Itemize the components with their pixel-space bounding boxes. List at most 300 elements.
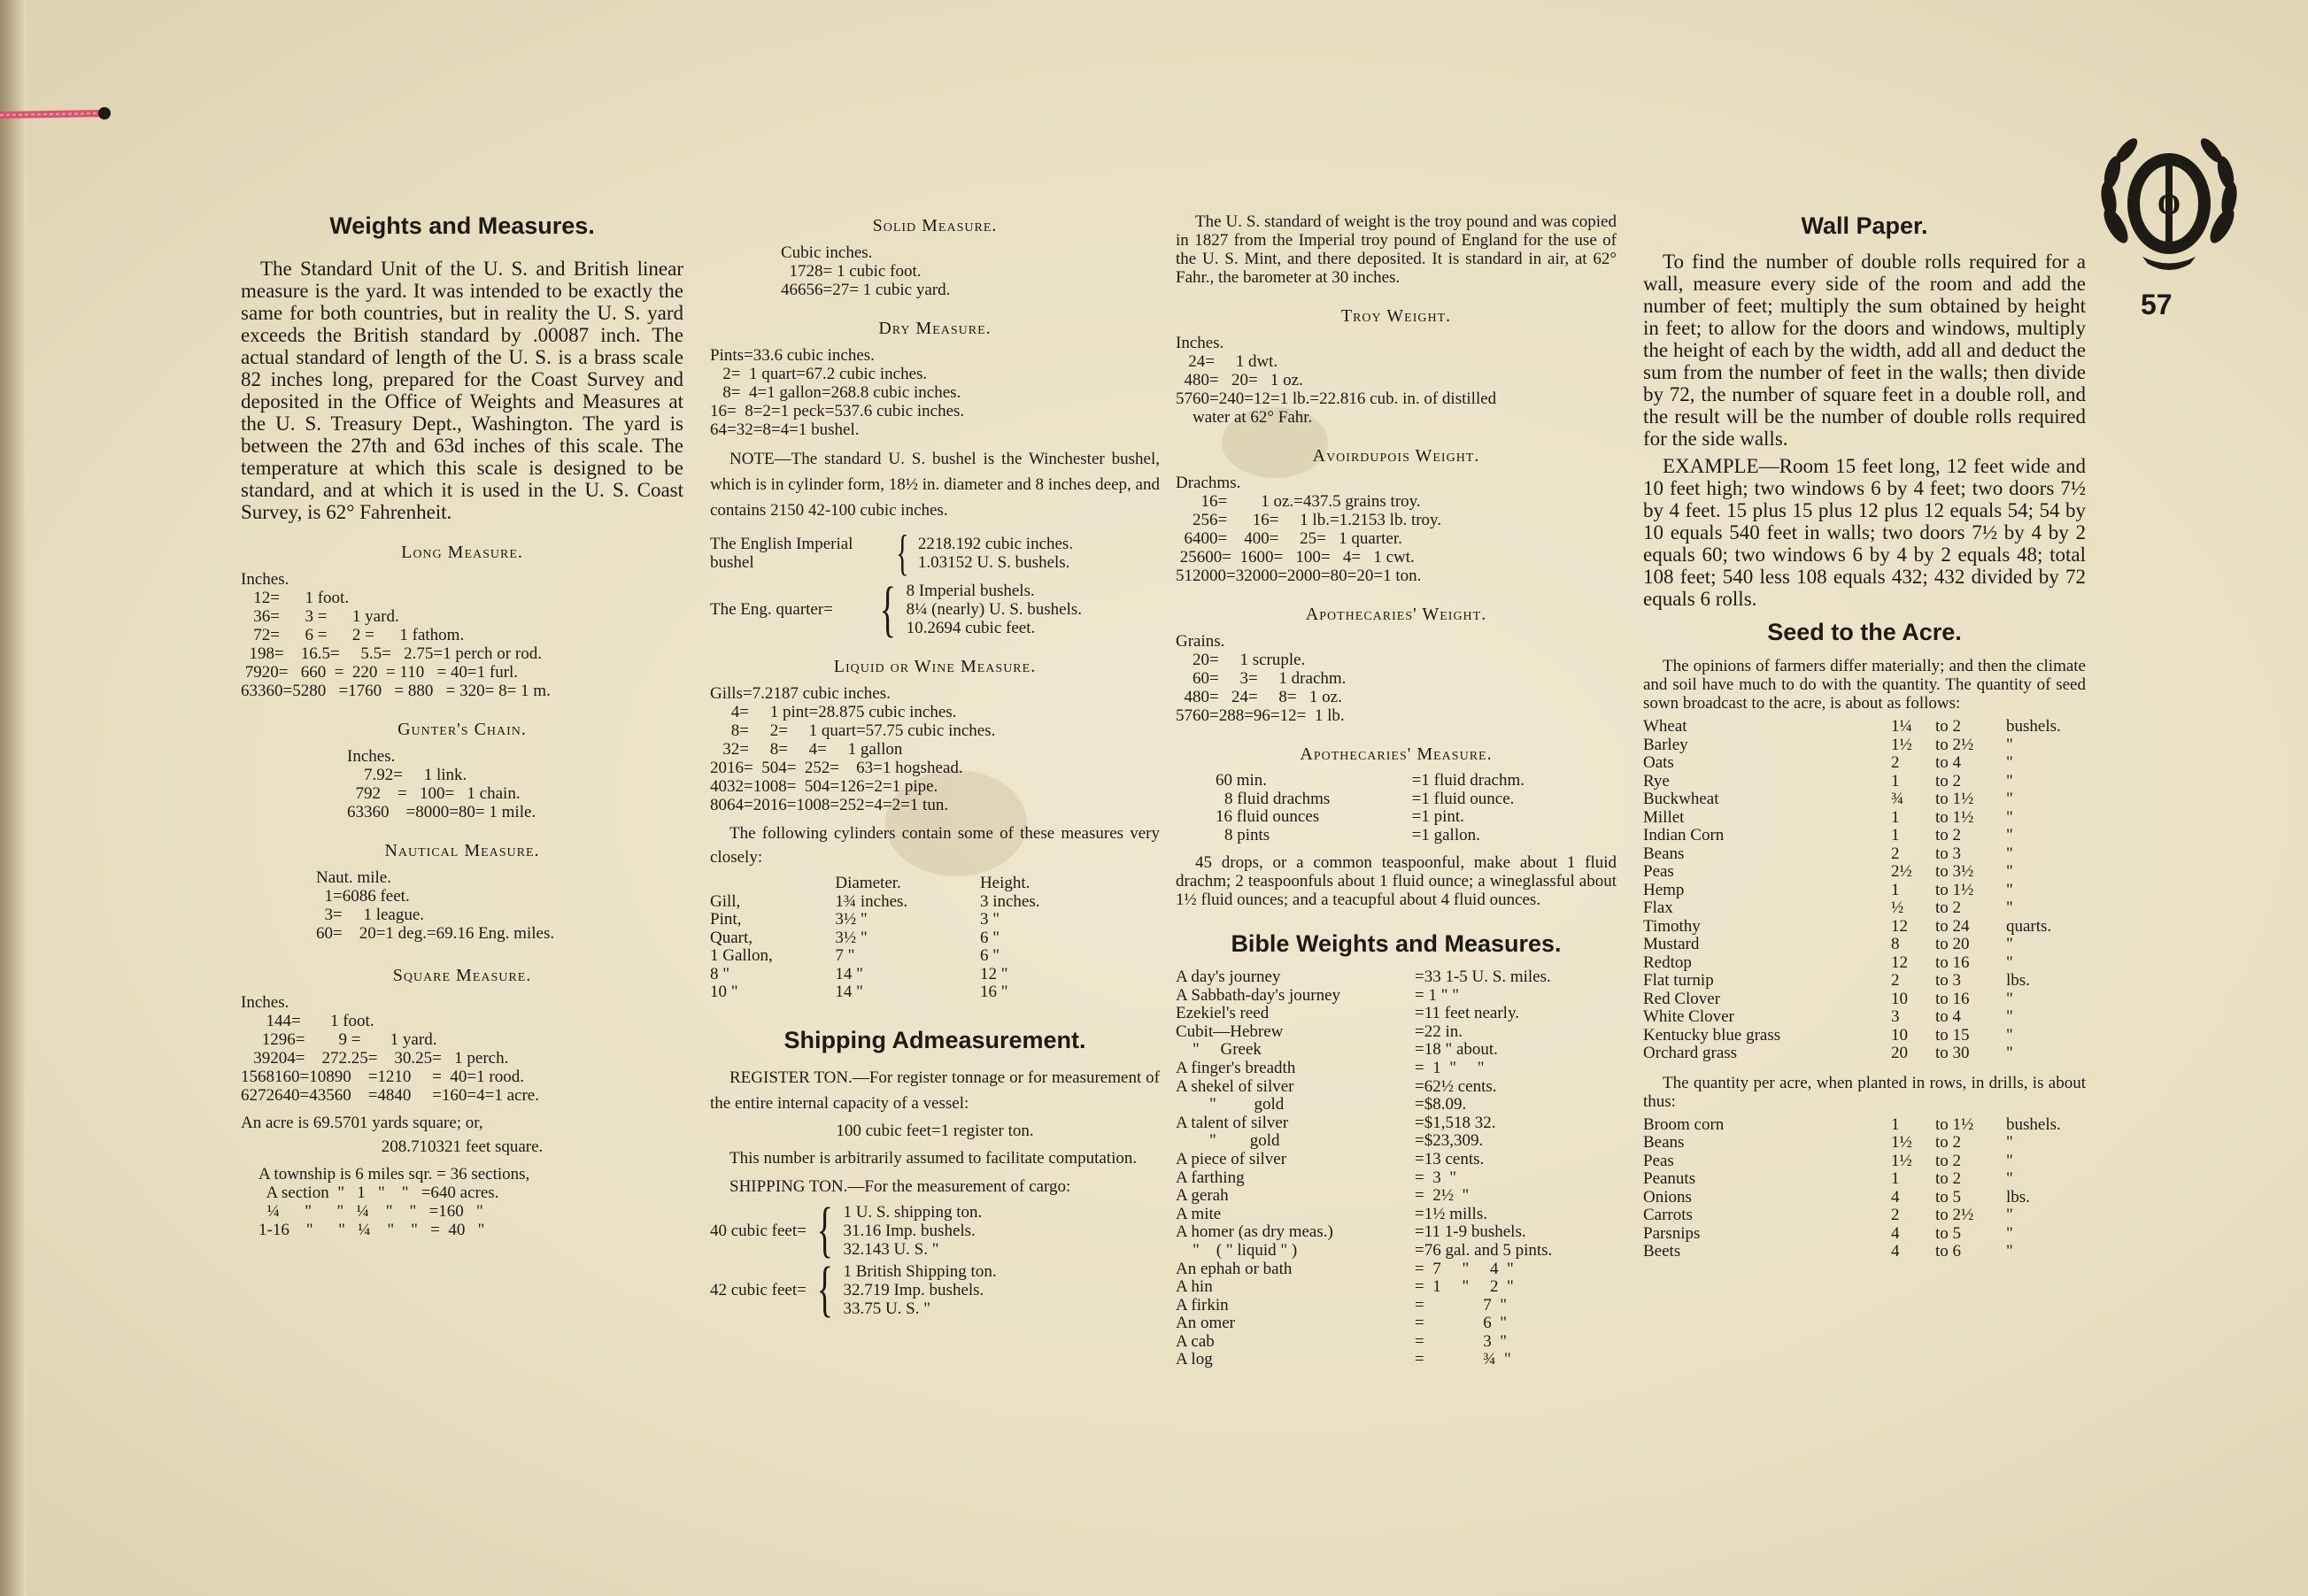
table-cell: " gold [1176, 1131, 1280, 1151]
table-line: 144= 1 foot. [241, 1012, 374, 1030]
table-cell: An ephah or bath [1176, 1259, 1293, 1278]
table-row [710, 966, 1100, 984]
table-line: 72= 6 = 2 = 1 fathom. [241, 626, 465, 644]
table-cell: A Sabbath-day's journey [1176, 985, 1341, 1005]
column-solid-dry-liquid [710, 212, 1160, 1322]
solid-measure-title: Solid Measure. [872, 216, 998, 235]
seed-title: Seed to the Acre. [1767, 619, 1962, 645]
gunters-chain-table [241, 747, 683, 821]
table-cell: 20 [1891, 1044, 1908, 1062]
table-cell: " [2006, 1169, 2013, 1188]
gunters-chain-title: Gunter's Chain. [398, 720, 527, 739]
table-cell: to 2 [1935, 717, 1962, 736]
table-cell: 3½ " [835, 928, 868, 947]
seed-broadcast-table [1643, 718, 2086, 1063]
eng-quarter-label: The Eng. quarter= [710, 600, 833, 619]
table-row [1176, 968, 1617, 987]
table-cell: Hemp [1643, 880, 1685, 899]
table-row [1643, 754, 2086, 773]
square-measure-title: Square Measure. [392, 966, 532, 985]
table-cell: 12 " [979, 964, 1008, 983]
table-cell: =$8.09. [1415, 1095, 1467, 1114]
table-row [1643, 827, 2086, 845]
table-cell: 1 [1891, 1169, 1900, 1188]
table-cell: " [2006, 1223, 2013, 1243]
table-cell: Peanuts [1643, 1169, 1696, 1188]
table-row [1176, 1078, 1617, 1097]
table-cell: 60 min. [1216, 771, 1268, 790]
long-measure-title: Long Measure. [401, 543, 523, 562]
table-cell: 1 [1891, 771, 1900, 790]
table-cell: to 2 [1935, 1169, 1962, 1188]
table-cell: lbs. [2006, 971, 2030, 990]
seed-intro: The opinions of farmers differ materially; and then the climate and soil have much to do with the quantity. The quantity of seed sown broadcast to the acre, is about as follows: [1643, 657, 2086, 713]
table-cell: to 1½ [1935, 790, 1974, 808]
table-cell: to 20 [1935, 935, 1970, 953]
standard-unit-paragraph: The Standard Unit of the U. S. and British linear measure is the yard. It was intended to be exactly the same for both countries, but in reality the U. S. yard exceeds the British standard by .00087 inch. The actual standard of length of the U. S. is a brass scale 82 inches long, prepared for the Coast Survey and deposited in the Office of Weights and Measures at the U. S. Treasury Dept., Washington. The yard is between the 27th and 63d inches of this scale. The temperature at which this scale is designed to be standard, and at which it is used in the U. S. Coast Survey, is 62° Fahrenheit. [241, 258, 683, 523]
table-line: 8064=2016=1008=252=4=2=1 tun. [710, 796, 949, 814]
table-line: A township is 6 miles sqr. = 36 sections, [259, 1165, 530, 1184]
table-cell: 8 fluid drachms [1224, 789, 1331, 808]
apothecaries-weight-title: Apothecaries' Weight. [1305, 605, 1487, 624]
table-cell: 4 [1891, 1223, 1900, 1243]
table-line: 198= 16.5= 5.5= 2.75=1 perch or rod. [241, 644, 542, 663]
table-line: 792 = 100= 1 chain. [347, 784, 521, 803]
shipping-ton-text: SHIPPING TON.—For the measurement of cargo: [729, 1176, 1071, 1196]
cylinders-table [710, 875, 1100, 1002]
acre-line-1: An acre is 69.5701 yards square; or, [241, 1114, 483, 1132]
table-line: 512000=32000=2000=80=20=1 ton. [1176, 567, 1422, 585]
table-cell: Beets [1643, 1242, 1681, 1261]
brace-line: 10.2694 cubic feet. [906, 619, 1036, 637]
table-row [1176, 1114, 1617, 1133]
table-line: 7.92= 1 link. [347, 766, 467, 784]
table-cell: 8 pints [1224, 825, 1270, 844]
table-line: 1=6086 feet. [316, 887, 410, 906]
column-wall-paper-and-seed [1643, 212, 2086, 1261]
table-line: Grains. [1176, 632, 1225, 651]
table-line: 2= 1 quart=67.2 cubic inches. [710, 365, 928, 383]
wreath-emblem-icon [2089, 115, 2249, 283]
table-cell: to 3½ [1935, 862, 1974, 881]
table-cell: Carrots [1643, 1206, 1693, 1224]
table-cell: 16 fluid ounces [1216, 807, 1320, 826]
table-row [1176, 1333, 1617, 1352]
seed-rows-intro: The quantity per acre, when planted in rows, in drills, is about thus: [1643, 1073, 2086, 1111]
table-row [1643, 918, 2086, 937]
table-cell: 16 " [979, 983, 1008, 1001]
table-row [1643, 718, 2086, 736]
table-cell: A homer (as dry meas.) [1176, 1222, 1333, 1242]
acre-line-2: 208.710321 feet square. [381, 1137, 544, 1156]
table-cell: Beans [1643, 1133, 1685, 1152]
table-cell: 12 [1891, 916, 1908, 936]
table-row [1643, 1243, 2086, 1261]
table-row [1216, 790, 1605, 809]
table-cell: " [2006, 771, 2013, 790]
table-cell: = 3 " [1415, 1331, 1507, 1351]
table-cell: Broom corn [1643, 1114, 1725, 1134]
brace-line: 33.75 U. S. " [843, 1299, 930, 1318]
table-cell: bushels. [2006, 1114, 2061, 1134]
table-line: 1-16 " " ¼ " " = 40 " [259, 1221, 485, 1239]
table-cell: White Clover [1643, 1007, 1734, 1026]
brace-line: 8¼ (nearly) U. S. bushels. [906, 600, 1083, 619]
table-cell: =1 fluid drachm. [1411, 771, 1525, 790]
table-cell: A farthing [1176, 1168, 1245, 1187]
table-cell: to 3 [1935, 844, 1962, 863]
table-cell: 3½ " [835, 910, 868, 929]
table-row [1176, 1096, 1617, 1114]
table-cell: Orchard grass [1643, 1044, 1738, 1062]
table-row [1643, 790, 2086, 809]
table-cell: to 2 [1935, 1151, 1962, 1170]
table-row [710, 893, 1100, 912]
table-cell: 4 [1891, 1242, 1900, 1261]
table-cell: Millet [1643, 807, 1685, 827]
table-cell: 3 " [979, 910, 1000, 929]
table-row [710, 947, 1100, 966]
table-line: 12= 1 foot. [241, 589, 350, 607]
table-cell: " [2006, 844, 2013, 863]
table-cell: to 2 [1935, 898, 1962, 917]
table-cell: 1 [1891, 826, 1900, 844]
table-line: 32= 8= 4= 1 gallon [710, 740, 903, 759]
binding-thread [0, 104, 115, 126]
table-cell: =22 in. [1415, 1022, 1463, 1041]
table-row [1176, 1297, 1617, 1315]
table-row [1643, 899, 2086, 918]
table-cell: " [2006, 1242, 2013, 1261]
table-row [1643, 1170, 2086, 1189]
table-cell: 2 [1891, 753, 1900, 772]
table-cell: Red Clover [1643, 989, 1721, 1008]
table-line: 25600= 1600= 100= 4= 1 cwt. [1176, 548, 1415, 567]
table-cell: Peas [1643, 1151, 1674, 1170]
table-row [1643, 1189, 2086, 1207]
table-cell: lbs. [2006, 1187, 2030, 1207]
troy-weight-title: Troy Weight. [1340, 306, 1452, 326]
table-line: 63360 =8000=80= 1 mile. [347, 803, 536, 821]
table-line: 480= 20= 1 oz. [1176, 371, 1303, 389]
table-cell: " [2006, 989, 2013, 1008]
table-cell: to 6 [1935, 1242, 1962, 1261]
table-row [1176, 1242, 1617, 1261]
table-cell: Barley [1643, 735, 1688, 754]
long-measure-table [241, 570, 683, 700]
table-cell: = 7 " 4 " [1415, 1259, 1514, 1278]
table-cell: A gerah [1176, 1186, 1229, 1206]
fortytwo-cubic-feet-row [710, 1255, 1160, 1323]
table-line: 1728= 1 cubic foot. [781, 262, 922, 281]
table-row [1216, 808, 1605, 827]
brace-line: 1 U. S. shipping ton. [843, 1202, 983, 1222]
table-line: 480= 24= 8= 1 oz. [1176, 688, 1342, 706]
wall-paper-text: To find the number of double rolls required for a wall, measure every side of the room and add the number of feet; multiply the sum obtained by height in feet; to allow for the doors and windows, multiply the height of each by the width, add all and deduct the sum from the number of feet in the walls; then divide by 72, the number of square feet in a double roll, and the result will be the number of double rolls required for the side walls. [1643, 251, 2086, 450]
table-cell: to 16 [1935, 952, 1970, 972]
troy-weight-table [1176, 334, 1617, 427]
table-row [1176, 1261, 1617, 1279]
table-cell: Parsnips [1643, 1223, 1701, 1243]
table-row [1176, 1060, 1617, 1078]
table-line: Naut. mile. [316, 868, 391, 887]
table-cell: 10 [1891, 989, 1908, 1008]
table-line: 8= 2= 1 quart=57.75 cubic inches. [710, 721, 996, 740]
brace: { [816, 1196, 833, 1264]
table-cell: Flat turnip [1643, 971, 1714, 990]
brace: { [896, 526, 909, 581]
table-line: 36= 3 = 1 yard. [241, 607, 399, 626]
table-cell: to 5 [1935, 1223, 1962, 1243]
table-cell: Indian Corn [1643, 826, 1725, 844]
table-cell: " [2006, 1025, 2013, 1045]
table-cell: 1 [1891, 1114, 1900, 1134]
table-line: ¼ " " ¼ " " =160 " [259, 1202, 483, 1221]
table-cell: " [2006, 880, 2013, 899]
bible-table [1176, 968, 1617, 1369]
table-cell: = 1 " " [1415, 985, 1459, 1005]
table-cell: A piece of silver [1176, 1149, 1287, 1168]
table-line: 4032=1008= 504=126=2=1 pipe. [710, 777, 938, 796]
table-line: 6400= 400= 25= 1 quarter. [1176, 529, 1402, 548]
table-cell: A talent of silver [1176, 1113, 1289, 1132]
table-cell: 1½ [1891, 1133, 1912, 1152]
table-cell: quarts. [2006, 916, 2052, 936]
table-cell: 7 " [835, 946, 855, 965]
table-cell: = 3 " [1415, 1168, 1456, 1187]
table-row [1216, 827, 1605, 845]
table-cell: to 5 [1935, 1187, 1962, 1207]
table-cell: Ezekiel's reed [1176, 1004, 1270, 1023]
table-line: water at 62° Fahr. [1176, 408, 1313, 427]
table-cell: to 24 [1935, 916, 1970, 936]
table-line: 2016= 504= 252= 63=1 hogshead. [710, 759, 963, 777]
table-line: 60= 20=1 deg.=69.16 Eng. miles. [316, 924, 555, 943]
table-cell: Mustard [1643, 935, 1700, 953]
apothecaries-measure-title: Apothecaries' Measure. [1300, 744, 1493, 764]
table-line: 24= 1 dwt. [1176, 352, 1278, 371]
table-cell: = ¾ " [1415, 1350, 1511, 1369]
table-cell: 3 inches. [979, 891, 1040, 911]
table-line: 60= 3= 1 drachm. [1176, 669, 1347, 688]
table-row [1643, 845, 2086, 864]
table-line: 8= 4=1 gallon=268.8 cubic inches. [710, 383, 961, 402]
table-cell: 2 [1891, 971, 1900, 990]
table-cell: " [2006, 898, 2013, 917]
table-row [1643, 1225, 2086, 1244]
nautical-measure-title: Nautical Measure. [384, 841, 540, 860]
brace-line: 32.143 U. S. " [843, 1239, 939, 1259]
table-cell: A finger's breadth [1176, 1058, 1296, 1077]
brace-line: 31.16 Imp. bushels. [843, 1221, 976, 1240]
table-row [1643, 773, 2086, 791]
drops-note: 45 drops, or a common teaspoonful, make about 1 fluid drachm; 2 teaspoonfuls about 1 fluid ounce; a wineglassful about 1½ fluid ounces; and a teacupful about 4 fluid ounces. [1176, 853, 1617, 909]
table-cell: Gill, [710, 891, 741, 911]
table-row [1176, 1223, 1617, 1242]
table-cell: 1 Gallon, [710, 946, 773, 965]
table-header-row [710, 875, 1100, 893]
table-cell: Rye [1643, 771, 1670, 790]
table-cell: 14 " [835, 983, 863, 1001]
table-row [1216, 772, 1605, 790]
table-cell: = 6 " [1415, 1314, 1507, 1333]
table-cell: " [2006, 753, 2013, 772]
eng-quarter-row [710, 574, 1160, 644]
register-ton-equation: 100 cubic feet=1 register ton. [836, 1121, 1034, 1140]
table-row [1643, 936, 2086, 954]
table-cell: Beans [1643, 844, 1685, 863]
table-cell: 1 [1891, 880, 1900, 899]
brace-line: 2218.192 cubic inches. [917, 535, 1074, 553]
table-line: 16= 8=2=1 peck=537.6 cubic inches. [710, 402, 965, 420]
table-cell: 3 [1891, 1007, 1900, 1026]
bushel-note: NOTE—The standard U. S. bushel is the Winchester bushel, which is in cylinder form, 18½ in. diameter and 8 inches deep, and contains 2150 42-100 cubic inches. [710, 450, 1160, 520]
table-cell: = 7 " [1415, 1295, 1507, 1315]
table-cell: to 16 [1935, 989, 1970, 1008]
table-cell: " [2006, 1007, 2013, 1026]
table-row [1176, 1151, 1617, 1169]
table-cell: 4 [1891, 1187, 1900, 1207]
table-line: A section " 1 " " =640 acres. [259, 1184, 499, 1202]
table-cell: to 1½ [1935, 1114, 1974, 1134]
table-cell: " Greek [1176, 1040, 1262, 1060]
table-cell: =11 feet nearly. [1415, 1004, 1519, 1023]
table-row [1643, 882, 2086, 900]
column-header [710, 875, 835, 893]
solid-measure-table [710, 243, 1160, 299]
table-row [1176, 1278, 1617, 1297]
cylinders-intro: The following cylinders contain some of these measures very closely: [710, 824, 1160, 867]
table-cell: =76 gal. and 5 pints. [1415, 1240, 1553, 1260]
table-row [1643, 1008, 2086, 1027]
table-cell: 6 " [979, 946, 1000, 965]
dry-measure-table [710, 346, 1160, 439]
table-cell: =62½ cents. [1415, 1076, 1497, 1096]
forty-label: 40 cubic feet= [710, 1221, 807, 1240]
arbitrary-text: This number is arbitrarily assumed to facilitate computation. [729, 1148, 1138, 1168]
table-cell: =33 1-5 U. S. miles. [1415, 968, 1551, 986]
table-cell: to 1½ [1935, 880, 1974, 899]
table-line: Inches. [347, 747, 396, 766]
page-number: 57 [2141, 289, 2173, 320]
table-cell: " [2006, 826, 2013, 844]
table-line: 20= 1 scruple. [1176, 651, 1306, 669]
table-row [710, 911, 1100, 929]
table-row [1643, 991, 2086, 1009]
forty-cubic-feet-row [710, 1196, 1160, 1264]
table-row [1643, 1027, 2086, 1045]
table-row [1643, 1153, 2086, 1171]
table-line: Inches. [241, 993, 289, 1012]
table-line: 5760=288=96=12= 1 lb. [1176, 706, 1345, 725]
table-cell: ¾ [1891, 790, 1904, 808]
table-cell: A firkin [1176, 1295, 1229, 1315]
table-row [1643, 972, 2086, 991]
table-cell: to 3 [1935, 971, 1962, 990]
table-line: 1568160=10890 =1210 = 40=1 rood. [241, 1068, 524, 1086]
table-cell: = 1 " 2 " [1415, 1277, 1514, 1297]
table-cell: to 2 [1935, 826, 1962, 844]
table-line: Cubic inches. [781, 243, 873, 262]
brace-line: 32.719 Imp. bushels. [843, 1280, 984, 1299]
table-line: 7920= 660 = 220 = 110 = 40=1 furl. [241, 663, 519, 682]
table-cell: An omer [1176, 1314, 1236, 1333]
table-cell: Cubit—Hebrew [1176, 1022, 1284, 1041]
table-row [1176, 1351, 1617, 1369]
table-row [1643, 1207, 2086, 1225]
table-cell: 6 " [979, 928, 1000, 947]
table-line: Inches. [1176, 334, 1224, 352]
table-cell: 2½ [1891, 862, 1912, 881]
table-cell: Kentucky blue grass [1643, 1025, 1781, 1045]
apothecaries-weight-table [1176, 632, 1617, 725]
column-weights-and-measures [241, 212, 683, 1239]
table-row [1176, 1005, 1617, 1023]
table-row [710, 983, 1100, 1002]
register-ton-text: REGISTER TON.—For register tonnage or for measurement of the entire internal capacity of a vessel: [710, 1068, 1160, 1113]
table-line: Inches. [241, 570, 289, 589]
table-cell: " ( " liquid " ) [1176, 1240, 1298, 1260]
apothecaries-measure-table [1216, 772, 1605, 844]
table-cell: 1 [1891, 807, 1900, 827]
bible-title: Bible Weights and Measures. [1231, 930, 1562, 957]
table-cell: 1½ [1891, 1151, 1912, 1170]
table-cell: " [2006, 952, 2013, 972]
table-row [1176, 1023, 1617, 1042]
table-cell: A cab [1176, 1331, 1215, 1351]
table-row [1643, 1045, 2086, 1063]
troy-intro: The U. S. standard of weight is the troy pound and was copied in 1827 from the Imperial troy pound of England for the use of the U. S. Mint, and there deposited. It is standard in air, at 62° Fahr., the barometer at 30 inches. [1176, 212, 1617, 287]
table-cell: 2 [1891, 844, 1900, 863]
table-line: 39204= 272.25= 30.25= 1 perch. [241, 1049, 509, 1068]
table-cell: to 1½ [1935, 807, 1974, 827]
table-line: 6272640=43560 =4840 =160=4=1 acre. [241, 1086, 539, 1105]
table-cell: =18 " about. [1415, 1040, 1498, 1060]
table-cell: 1¾ inches. [835, 891, 908, 911]
table-cell: A mite [1176, 1204, 1222, 1223]
table-cell: 14 " [835, 964, 863, 983]
table-cell: " [2006, 1151, 2013, 1170]
table-cell: Flax [1643, 898, 1673, 917]
table-cell: " [2006, 735, 2013, 754]
table-line: 63360=5280 =1760 = 880 = 320= 8= 1 m. [241, 682, 551, 700]
table-cell: Onions [1643, 1187, 1692, 1207]
table-row [1176, 1041, 1617, 1060]
fortytwo-label: 42 cubic feet= [710, 1280, 807, 1299]
table-cell: A hin [1176, 1277, 1213, 1297]
nautical-measure-table [241, 868, 683, 943]
table-line: 256= 16= 1 lb.=1.2153 lb. troy. [1176, 511, 1442, 529]
table-cell: Redtop [1643, 952, 1692, 972]
table-cell: " [2006, 1206, 2013, 1224]
table-cell: to 4 [1935, 753, 1962, 772]
table-cell: to 30 [1935, 1044, 1970, 1062]
table-cell: =13 cents. [1415, 1149, 1485, 1168]
square-measure-table [241, 993, 683, 1105]
table-line: 4= 1 pint=28.875 cubic inches. [710, 703, 957, 721]
table-cell: " [2006, 862, 2013, 881]
table-cell: Quart, [710, 928, 753, 947]
table-cell: A day's journey [1176, 968, 1281, 986]
brace-line: 1 British Shipping ton. [843, 1261, 997, 1281]
book-binding [0, 0, 27, 1596]
shipping-title: Shipping Admeasurement. [783, 1026, 1086, 1053]
table-cell: to 2 [1935, 771, 1962, 790]
column-troy-avoirdupois-bible [1176, 212, 1617, 1369]
table-cell: =11 1-9 bushels. [1415, 1222, 1526, 1242]
table-cell: to 4 [1935, 1007, 1962, 1026]
english-bushel-label: The English Imperial bushel [710, 535, 853, 572]
